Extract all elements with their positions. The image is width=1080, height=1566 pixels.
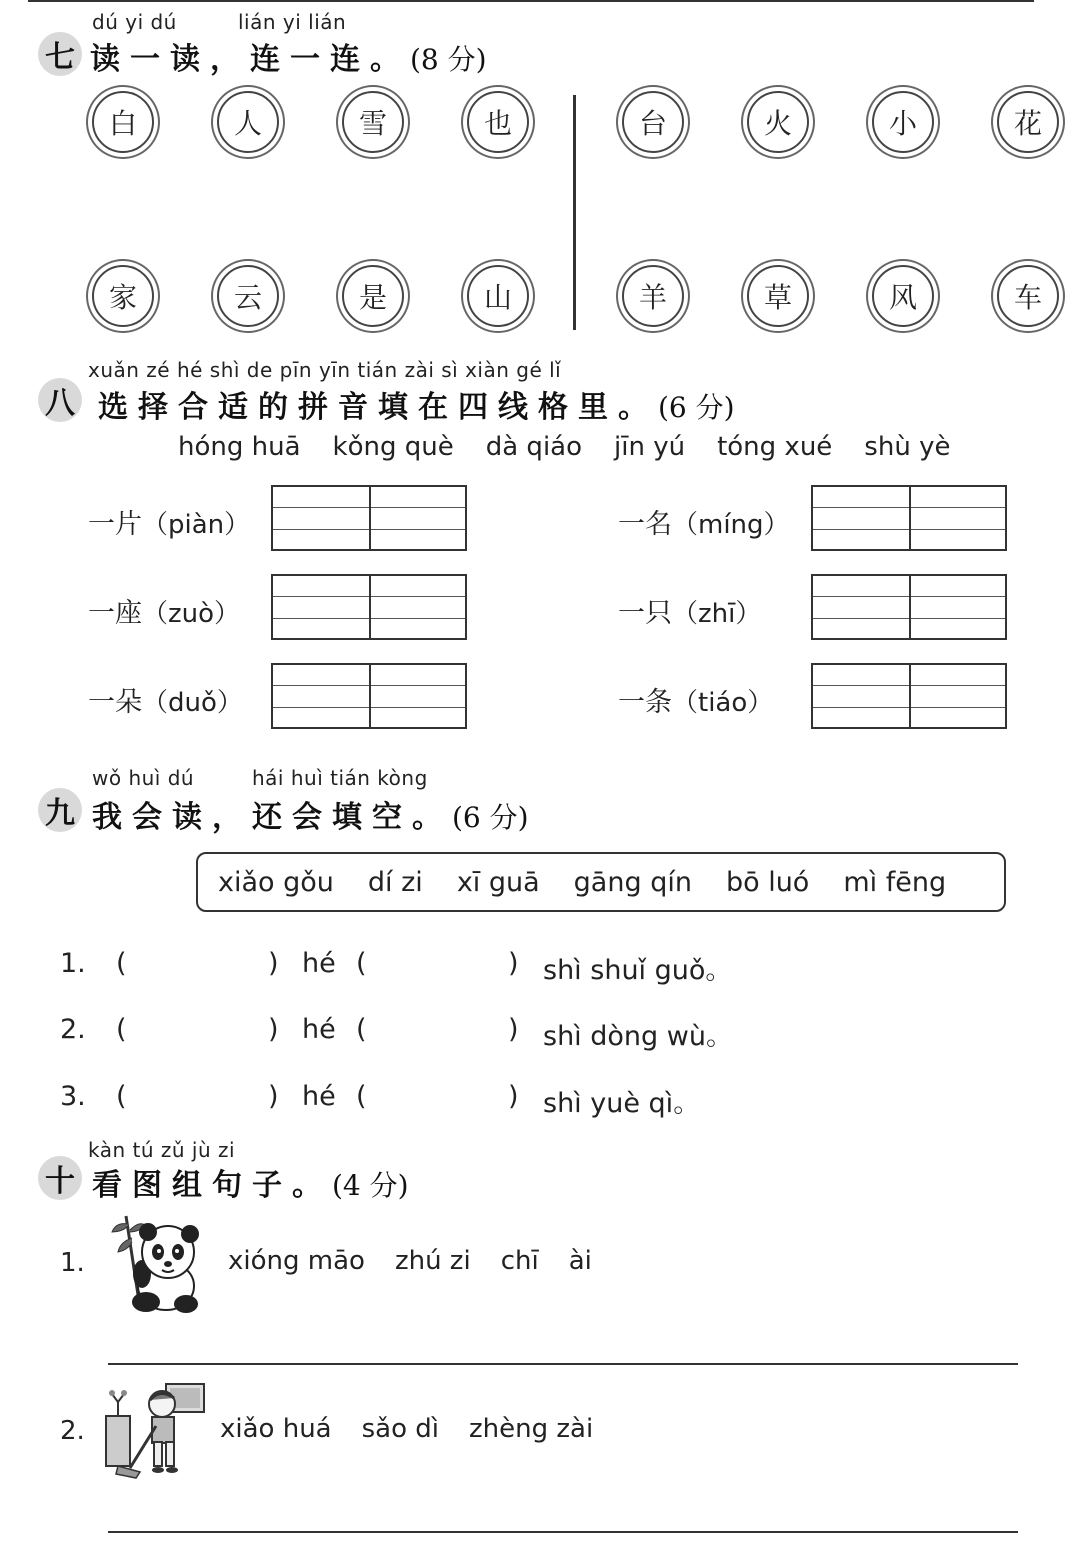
- section-8-pinyin: xuǎn zé hé shì de pīn yīn tián zài sì xiàn gé lǐ: [88, 358, 562, 382]
- flower-char[interactable]: 火: [747, 91, 809, 153]
- measure-word-text: 一条: [618, 687, 672, 718]
- measure-word: [618, 680, 773, 719]
- flower-char[interactable]: 白: [92, 91, 154, 153]
- paren-open: (: [356, 1014, 367, 1045]
- choice: hóng huā: [178, 432, 301, 462]
- measure-word-pinyin: （míng）: [672, 510, 790, 540]
- word-group: [228, 1246, 622, 1276]
- blank-2[interactable]: [390, 944, 500, 984]
- boy-sweeping-icon: [104, 1382, 208, 1482]
- section-9-title-text: 我会读，还会填空。: [92, 800, 452, 835]
- flower-char[interactable]: 也: [467, 91, 529, 153]
- sentence-tail: shì dòng wù。: [543, 1021, 733, 1052]
- section-8-badge: 八: [38, 378, 82, 422]
- blank-2[interactable]: [390, 1010, 500, 1050]
- flower-char[interactable]: 车: [997, 265, 1059, 327]
- paren-close: ): [508, 1081, 519, 1112]
- section-8-title-text: 选择合适的拼音填在四线格里。: [98, 390, 658, 425]
- paren-open: (: [356, 948, 367, 979]
- answer-line[interactable]: [108, 1531, 1018, 1533]
- measure-word-text: 一名: [618, 509, 672, 540]
- word-group: [220, 1414, 623, 1444]
- four-line-grid[interactable]: [811, 485, 1007, 551]
- section-8-title: [98, 382, 735, 426]
- pinyin-choices: [178, 432, 982, 462]
- he-text: hé: [302, 1014, 336, 1045]
- flower-char[interactable]: 台: [622, 91, 684, 153]
- word: bō luó: [725, 866, 810, 898]
- choice: tóng xué: [717, 432, 833, 462]
- choice: dà qiáo: [485, 432, 583, 462]
- flower-char[interactable]: 风: [872, 265, 934, 327]
- paren-close: ): [508, 948, 519, 979]
- flower-char[interactable]: 小: [872, 91, 934, 153]
- word: chī: [500, 1246, 539, 1276]
- word: gāng qín: [573, 866, 692, 898]
- flower-char[interactable]: 是: [342, 265, 404, 327]
- word-bank: [196, 852, 1006, 912]
- flower-char[interactable]: 羊: [622, 265, 684, 327]
- blank-1[interactable]: [180, 944, 260, 984]
- word: zhú zi: [394, 1246, 471, 1276]
- measure-word-pinyin: （piàn）: [142, 510, 251, 540]
- blank-1[interactable]: [180, 1010, 260, 1050]
- measure-word-text: 一片: [88, 509, 142, 540]
- word: sǎo dì: [361, 1414, 439, 1444]
- flower-char[interactable]: 云: [217, 265, 279, 327]
- item-number: 1.: [60, 1248, 85, 1278]
- section-7-pinyin-a: dú yi dú: [92, 10, 177, 34]
- word: dí zi: [367, 866, 423, 898]
- sentence-tail: shì shuǐ guǒ。: [543, 955, 733, 986]
- four-line-grid[interactable]: [811, 663, 1007, 729]
- flower-char[interactable]: 草: [747, 265, 809, 327]
- section-7-title-text: 读一读，连一连。: [90, 42, 410, 77]
- paren-open: (: [116, 1081, 127, 1112]
- word: zhèng zài: [469, 1414, 594, 1444]
- answer-line[interactable]: [108, 1363, 1018, 1365]
- section-10-pinyin: kàn tú zǔ jù zi: [88, 1138, 236, 1162]
- word: xī guā: [456, 866, 540, 898]
- word: xiǎo gǒu: [218, 866, 334, 898]
- word: xióng māo: [228, 1246, 365, 1276]
- paren-close: ): [268, 1014, 279, 1045]
- word: mì fēng: [843, 866, 947, 898]
- flower-char[interactable]: 人: [217, 91, 279, 153]
- measure-word: [88, 680, 243, 719]
- section-10-score: (4 分): [332, 1169, 409, 1202]
- section-9-score: (6 分): [452, 801, 529, 834]
- measure-word: [88, 502, 250, 541]
- measure-word-pinyin: （tiáo）: [672, 688, 774, 718]
- blank-2[interactable]: [390, 1077, 500, 1117]
- choice: shù yè: [864, 432, 951, 462]
- measure-word: [88, 591, 240, 630]
- divider-line: [573, 95, 576, 330]
- section-7-title: [90, 34, 487, 78]
- panda-bamboo-icon: [106, 1212, 206, 1316]
- paren-open: (: [356, 1081, 367, 1112]
- fill-item-number: 2.: [60, 1014, 86, 1045]
- paren-open: (: [116, 948, 127, 979]
- measure-word: [618, 591, 761, 630]
- choice: kǒng què: [332, 432, 454, 462]
- four-line-grid[interactable]: [271, 663, 467, 729]
- measure-word-pinyin: （zhī）: [672, 599, 762, 629]
- paren-close: ): [268, 1081, 279, 1112]
- section-9-badge: 九: [38, 788, 82, 832]
- four-line-grid[interactable]: [271, 574, 467, 640]
- section-9-pinyin-a: wǒ huì dú: [92, 766, 195, 790]
- sentence-tail: shì yuè qì。: [543, 1088, 701, 1119]
- section-8-score: (6 分): [658, 391, 735, 424]
- measure-word: [618, 502, 790, 541]
- measure-word-text: 一座: [88, 598, 142, 629]
- section-10-title-text: 看图组句子。: [92, 1168, 332, 1203]
- section-10-badge: 十: [38, 1156, 82, 1200]
- top-rule: [28, 0, 1034, 2]
- flower-char[interactable]: 雪: [342, 91, 404, 153]
- word: xiǎo huá: [220, 1414, 332, 1444]
- word: ài: [568, 1246, 592, 1276]
- he-text: hé: [302, 1081, 336, 1112]
- four-line-grid[interactable]: [271, 485, 467, 551]
- four-line-grid[interactable]: [811, 574, 1007, 640]
- item-number: 2.: [60, 1416, 85, 1446]
- section-7-pinyin-b: lián yi lián: [238, 10, 347, 34]
- blank-1[interactable]: [180, 1077, 260, 1117]
- he-text: hé: [302, 948, 336, 979]
- section-7-badge: 七: [38, 32, 82, 76]
- section-9-pinyin-b: hái huì tián kòng: [252, 766, 428, 790]
- paren-close: ): [508, 1014, 519, 1045]
- fill-item-number: 3.: [60, 1081, 86, 1112]
- measure-word-pinyin: （zuò）: [142, 599, 241, 629]
- flower-char[interactable]: 山: [467, 265, 529, 327]
- paren-close: ): [268, 948, 279, 979]
- measure-word-text: 一只: [618, 598, 672, 629]
- section-9-title: [92, 792, 529, 836]
- flower-char[interactable]: 家: [92, 265, 154, 327]
- paren-open: (: [116, 1014, 127, 1045]
- section-7-score: (8 分): [410, 43, 487, 76]
- measure-word-pinyin: （duǒ）: [142, 688, 243, 718]
- measure-word-text: 一朵: [88, 687, 142, 718]
- fill-item-number: 1.: [60, 948, 86, 979]
- flower-char[interactable]: 花: [997, 91, 1059, 153]
- choice: jīn yú: [614, 432, 686, 462]
- section-10-title: [92, 1160, 409, 1204]
